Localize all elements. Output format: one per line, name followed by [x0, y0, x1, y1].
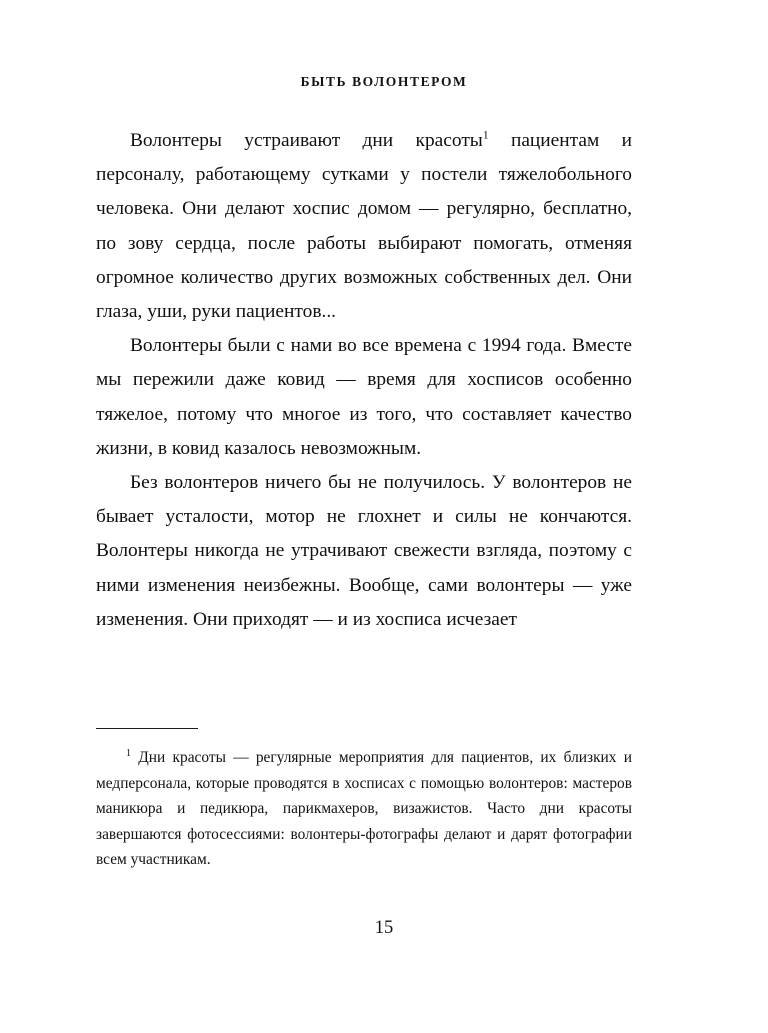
footnote-body: Дни красоты — регулярные мероприятия для пациентов, их близких и медперсонала, которые проводятся в хосписах с помощью волонтеров: мастеров маникюра и педикюра, парикмахеров, визажистов. Часто дни красоты завершаются фотосессиями: волонтеры-фотографы делают и дарят фотографии всем участникам.	[96, 749, 632, 869]
footnote-text	[96, 745, 632, 873]
body-text	[96, 124, 632, 637]
footnote-ref: 1	[482, 129, 489, 142]
paragraph-3: Без волонтеров ничего бы не получилось. У волонтеров не бывает усталости, мотор не глохнет и силы не кончаются. Волонтеры никогда не утрачивают свежести взгляда, поэтому с ними изменения неизбежны. Вообще, сами волонтеры — уже изменения. Они приходят — и из хосписа исчезает	[96, 472, 632, 630]
footnote-area	[96, 728, 632, 873]
paragraph-1: Волонтеры устраивают дни красоты$^1$ пациентам и персоналу, работающему сутками у постели тяжелобольного человека. Они делают хоспис домом — регулярно, бесплатно, по зову сердца, после работы выбирают помогать, отменяя огромное количество других возможных собственных дел. Они глаза, уши, руки пациентов...	[96, 129, 632, 323]
paragraph-2: Волонтеры были с нами во все времена с 1994 года. Вместе мы пережили даже ковид — время для хосписов особенно тяжелое, потому что многое из того, что составляет качество жизни, в ковид казалось невозможным.	[96, 335, 632, 459]
footnote-marker: 1	[126, 747, 131, 759]
running-head: БЫТЬ ВОЛОНТЕРОМ	[300, 74, 468, 89]
footnote-separator-rule	[96, 728, 198, 729]
page-number: 15	[374, 918, 394, 938]
